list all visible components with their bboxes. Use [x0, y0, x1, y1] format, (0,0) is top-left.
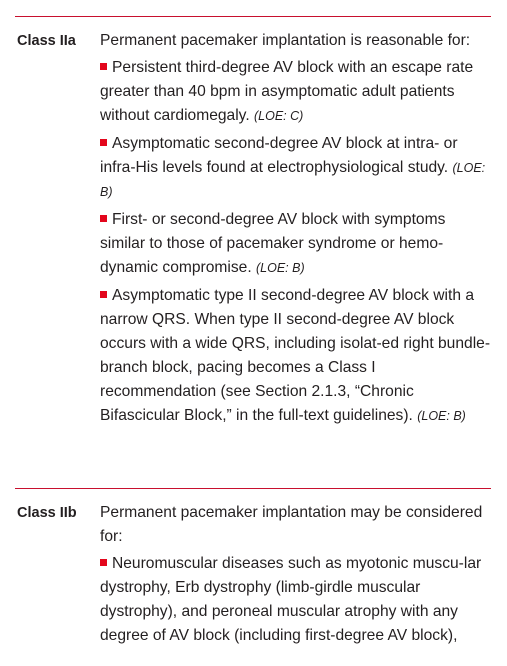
red-square-bullet-icon [100, 63, 107, 70]
class-iib-intro: Permanent pacemaker implantation may be considered for: [100, 504, 483, 545]
class-iia-intro: Permanent pacemaker implantation is reasonable for: [100, 32, 471, 49]
red-square-bullet-icon [100, 215, 107, 222]
class-iib-label: Class IIb [17, 505, 77, 521]
class-iia-body [100, 29, 492, 432]
red-square-bullet-icon [100, 559, 107, 566]
loe-label: (LOE: B) [100, 161, 486, 199]
loe-label: (LOE: B) [256, 261, 305, 275]
class-iib-body [100, 501, 492, 652]
list-item [100, 552, 492, 648]
red-square-bullet-icon [100, 139, 107, 146]
item-text: Asymptomatic type II second-degree AV block with a narrow QRS. When type II second-degree AV block occurs with a wide QRS, including isolat-ed right bundle-branch block, pacing becomes a Class I recommendation (see Section 2.1.3, “Chronic Bifascicular Block,” in the full-text guidelines). [100, 287, 491, 424]
top-divider-rule [15, 16, 491, 17]
red-square-bullet-icon [100, 291, 107, 298]
list-item [100, 208, 492, 280]
list-item [100, 132, 492, 204]
item-text: First- or second-degree AV block with symptoms similar to those of pacemaker syndrome or hemo-dynamic compromise. [100, 211, 446, 276]
list-item [100, 284, 492, 428]
item-text: Persistent third-degree AV block with an escape rate greater than 40 bpm in asymptomatic adult patients without cardiomegaly. [100, 59, 474, 124]
list-item [100, 56, 492, 128]
loe-label: (LOE: B) [417, 409, 466, 423]
item-text: Neuromuscular diseases such as myotonic muscu-lar dystrophy, Erb dystrophy (limb-girdle muscular dystrophy), and peroneal muscular atrophy with any degree of AV block (including first-degree AV block), [100, 555, 482, 644]
loe-label: (LOE: C) [254, 109, 304, 123]
item-text: Asymptomatic second-degree AV block at intra- or infra-His levels found at electrophysiological study. [100, 135, 458, 176]
class-iia-label: Class IIa [17, 33, 76, 49]
section-divider-rule [15, 488, 491, 489]
